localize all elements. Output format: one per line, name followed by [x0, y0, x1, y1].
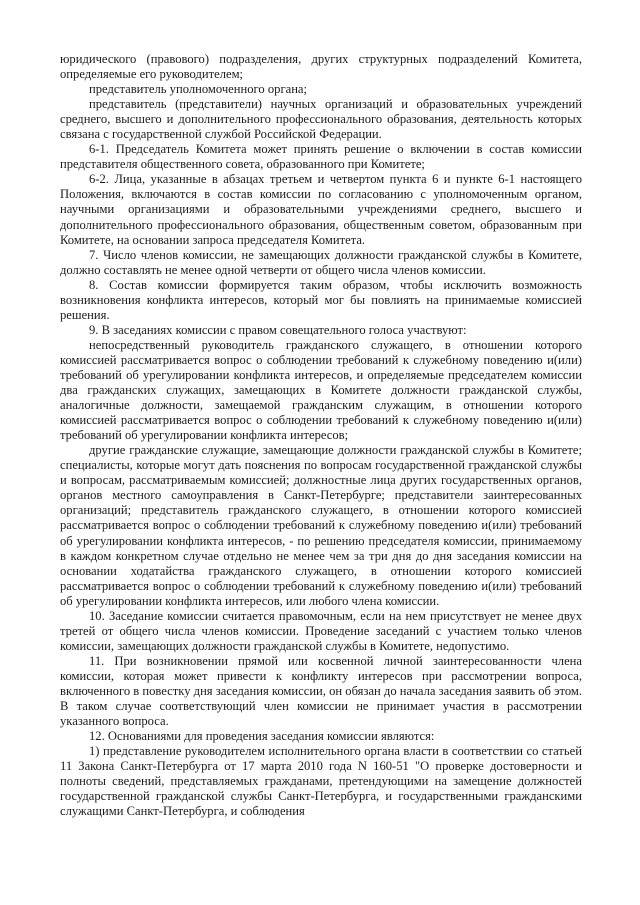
- paragraph-7: 7. Число членов комиссии, не замещающих должности гражданской службы в Комитете, должно составлять не менее одной четверти от общего числа членов комиссии.: [60, 247, 582, 277]
- document-body: [60, 52, 582, 819]
- paragraph: непосредственный руководитель гражданского служащего, в отношении которого комиссией рассматривается вопрос о соблюдении требований к служебному поведению и(или) требований об урегулировании конфликта интересов, и определяемые председателем комиссии два гражданских служащих, замещающих в Комитете должности гражданской службы, аналогичные должности, замещаемой гражданским служащим, в отношении которого комиссией рассматривается вопрос о соблюдении требований к служебному поведению и(или) требований об урегулировании конфликта интересов;: [60, 337, 582, 443]
- paragraph-8: 8. Состав комиссии формируется таким образом, чтобы исключить возможность возникновения конфликта интересов, который мог бы повлиять на принимаемые комиссией решения.: [60, 277, 582, 322]
- paragraph-11: 11. При возникновении прямой или косвенной личной заинтересованности члена комиссии, которая может привести к конфликту интересов при рассмотрении вопроса, включенного в повестку дня заседания комиссии, он обязан до начала заседания заявить об этом. В таком случае соответствующий член комиссии не принимает участия в рассмотрении указанного вопроса.: [60, 653, 583, 729]
- paragraph-6-2: 6-2. Лица, указанные в абзацах третьем и четвертом пункта 6 и пункте 6-1 настоящего Положения, включаются в состав комиссии по согласованию с уполномоченным органом, научными организациями и образовательными учреждениями среднего, высшего и дополнительного профессионального образования, общественным советом, образованным при Комитете, на основании запроса председателя Комитета.: [60, 172, 582, 247]
- paragraph-12-1: 1) представление руководителем исполнительного органа власти в соответствии со статьей 11 Закона Санкт-Петербурга от 17 марта 2010 года N 160-51 "О проверке достоверности и полноты сведений, представляемых гражданами, претендующими на замещение должностей государственной гражданской службы Санкт-Петербурга, и государственными гражданскими служащими Санкт-Петербурга, и соблюдения: [60, 744, 582, 819]
- paragraph-continuation: юридического (правового) подразделения, других структурных подразделений Комитета, определяемые его руководителем;: [60, 52, 582, 82]
- paragraph: представитель уполномоченного органа;: [89, 82, 308, 97]
- paragraph-9: 9. В заседаниях комиссии с правом совещательного голоса участвуют:: [89, 322, 467, 337]
- paragraph-6-1: 6-1. Председатель Комитета может принять решение о включении в состав комиссии представителя общественного совета, образованного при Комитете;: [60, 142, 582, 172]
- paragraph: другие гражданские служащие, замещающие должности гражданской службы в Комитете; специалисты, которые могут дать пояснения по вопросам государственной гражданской службы и вопросам, рассматриваемым комиссией; должностные лица других государственных органов, органов местного самоуправления в Санкт-Петербурге; представители заинтересованных организаций; представитель гражданского служащего, в отношении которого комиссией рассматривается вопрос о соблюдении требований к служебному поведению и(или) требований об урегулировании конфликта интересов, - по решению председателя комиссии, принимаемому в каждом конкретном случае отдельно не менее чем за три дня до дня заседания комиссии на основании ходатайства гражданского служащего, в отношении которого комиссией рассматривается вопрос о соблюдении требований к служебному поведению и(или) требований об урегулировании конфликта интересов, или любого члена комиссии.: [60, 443, 582, 608]
- paragraph-12: 12. Основаниями для проведения заседания комиссии являются:: [89, 729, 435, 744]
- paragraph-10: 10. Заседание комиссии считается правомочным, если на нем присутствует не менее двух третей от общего числа членов комиссии. Проведение заседаний с участием только членов комиссии, замещающих должности гражданской службы в Комитете, недопустимо.: [60, 608, 582, 653]
- paragraph: представитель (представители) научных организаций и образовательных учреждений среднего, высшего и дополнительного профессионального образования, деятельность которых связана с государственной службой Российской Федерации.: [60, 97, 582, 142]
